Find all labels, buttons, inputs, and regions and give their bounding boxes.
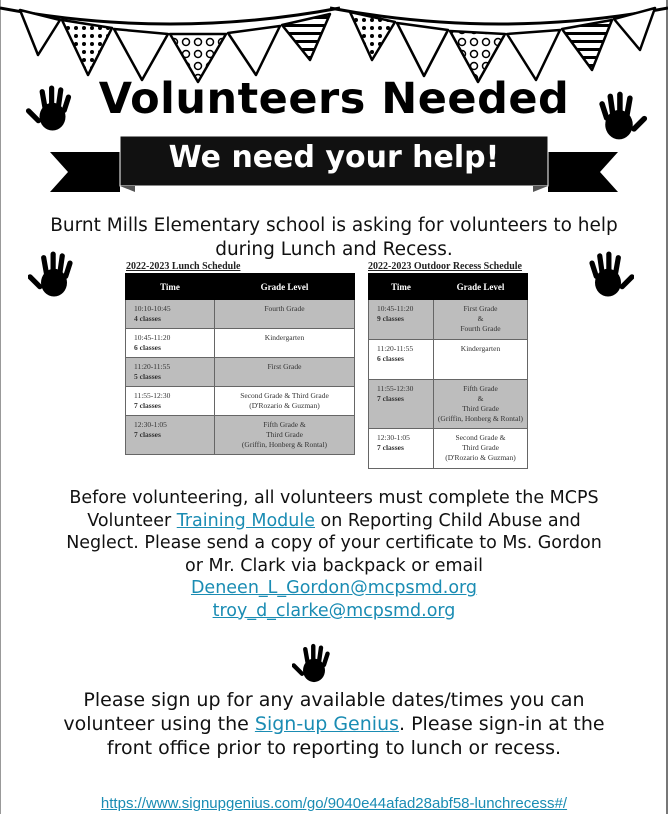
lunch-classes: 6 classes — [134, 343, 161, 352]
signup-genius-link[interactable]: Sign-up Genius — [254, 713, 400, 735]
recess-row — [369, 300, 528, 340]
lunch-row — [126, 416, 355, 455]
lunch-row — [126, 300, 355, 329]
lunch-grade-line: Second Grade & Third Grade — [240, 391, 329, 400]
recess-classes: 9 classes — [377, 314, 404, 323]
lunch-time: 10:45-11:20 — [134, 333, 171, 342]
requirements-part2: on Reporting Child Abuse and Neglect. Please send a copy of your certificate to Ms. Gordon or Mr. Clark via backpack or email — [66, 510, 602, 576]
recess-time: 11:20-11:55 — [377, 344, 414, 353]
lunch-grade-line: Fourth Grade — [264, 304, 305, 313]
lunch-grade-line: Third Grade — [266, 430, 303, 439]
lunch-schedule-title: 2022-2023 Lunch Schedule — [126, 261, 241, 272]
recess-grade-cell — [434, 300, 528, 340]
recess-time: 11:55-12:30 — [377, 384, 414, 393]
email-link-gordon[interactable]: Deneen_L_Gordon@mcpsmd.org — [190, 578, 478, 598]
intro-text: Burnt Mills Elementary school is asking for volunteers to help during Lunch and Recess. — [50, 215, 618, 260]
lunch-time: 10:10-10:45 — [134, 304, 171, 313]
recess-schedule-title: 2022-2023 Outdoor Recess Schedule — [368, 261, 522, 272]
recess-classes: 7 classes — [377, 443, 404, 452]
lunch-grade-line: Fifth Grade & — [263, 420, 306, 429]
training-module-link[interactable]: Training Module — [176, 510, 315, 531]
recess-grade-line: Fourth Grade — [460, 324, 501, 333]
lunch-schedule-table — [125, 273, 355, 455]
recess-time: 12:30-1:05 — [377, 433, 410, 442]
lunch-grade-cell — [215, 416, 355, 455]
lunch-grade-line: (Griffin, Honberg & Rontal) — [241, 440, 328, 449]
lunch-time-cell — [126, 416, 215, 455]
lunch-classes: 7 classes — [134, 401, 161, 410]
lunch-grade-line: Kindergarten — [264, 333, 305, 342]
lunch-grade-cell — [215, 387, 355, 416]
recess-schedule-table — [368, 273, 528, 469]
recess-grade-line: Third Grade — [462, 443, 499, 452]
email-link-clarke[interactable]: troy_d_clarke@mcpsmd.org — [212, 600, 456, 621]
recess-row — [369, 429, 528, 469]
lunch-time-cell — [126, 300, 215, 329]
lunch-time: 11:20-11:55 — [134, 362, 171, 371]
requirements-part1: Before volunteering, all volunteers must complete the MCPS Volunteer — [69, 488, 599, 531]
signup-part1: Please sign up for any available dates/times you can volunteer using the — [63, 689, 585, 735]
recess-grade-line: & — [477, 394, 484, 403]
page-title: Volunteers Needed — [98, 74, 570, 124]
recess-grade-line: Kindergarten — [460, 344, 501, 353]
recess-time-cell — [369, 300, 434, 340]
recess-grade-cell — [434, 380, 528, 429]
lunch-row — [126, 387, 355, 416]
lunch-classes: 5 classes — [134, 372, 161, 381]
signup-text — [40, 688, 628, 760]
recess-grade-line: & — [477, 314, 484, 323]
lunch-header-grade: Grade Level — [215, 274, 355, 300]
recess-classes: 7 classes — [377, 394, 404, 403]
recess-header-grade: Grade Level — [434, 274, 528, 300]
recess-time-cell — [369, 380, 434, 429]
lunch-grade-line: First Grade — [267, 362, 302, 371]
recess-grade-line: (Griffin, Honberg & Rontal) — [437, 414, 524, 423]
lunch-grade-line: (D'Rozario & Guzman) — [249, 401, 320, 410]
lunch-header-time: Time — [126, 274, 215, 300]
recess-header-time: Time — [369, 274, 434, 300]
requirements-text — [60, 487, 608, 622]
lunch-classes: 7 classes — [134, 430, 161, 439]
lunch-time-cell — [126, 358, 215, 387]
recess-row — [369, 340, 528, 380]
recess-grade-cell — [434, 429, 528, 469]
recess-grade-cell — [434, 340, 528, 380]
lunch-time-cell — [126, 329, 215, 358]
recess-grade-line: (D'Rozario & Guzman) — [445, 453, 516, 462]
signup-url — [0, 795, 668, 812]
signup-part2: . Please sign-in at the front office prior to reporting to lunch or recess. — [106, 713, 605, 759]
lunch-grade-cell — [215, 300, 355, 329]
banner-text: We need your help! — [168, 140, 500, 175]
recess-grade-line: Second Grade & — [455, 433, 506, 442]
lunch-grade-cell — [215, 358, 355, 387]
recess-classes: 6 classes — [377, 354, 404, 363]
recess-time-cell — [369, 429, 434, 469]
recess-time-cell — [369, 340, 434, 380]
recess-grade-line: Fifth Grade — [463, 384, 498, 393]
recess-grade-line: First Grade — [463, 304, 498, 313]
lunch-row — [126, 329, 355, 358]
lunch-row — [126, 358, 355, 387]
lunch-grade-cell — [215, 329, 355, 358]
lunch-time-cell — [126, 387, 215, 416]
hand-icon-center — [292, 640, 336, 686]
signup-url-link[interactable]: https://www.signupgenius.com/go/9040e44afad28abf58-lunchrecess#/ — [100, 795, 568, 812]
lunch-time: 12:30-1:05 — [134, 420, 167, 429]
recess-grade-line: Third Grade — [462, 404, 499, 413]
lunch-time: 11:55-12:30 — [134, 391, 171, 400]
recess-time: 10:45-11:20 — [377, 304, 414, 313]
lunch-classes: 4 classes — [134, 314, 161, 323]
recess-row — [369, 380, 528, 429]
